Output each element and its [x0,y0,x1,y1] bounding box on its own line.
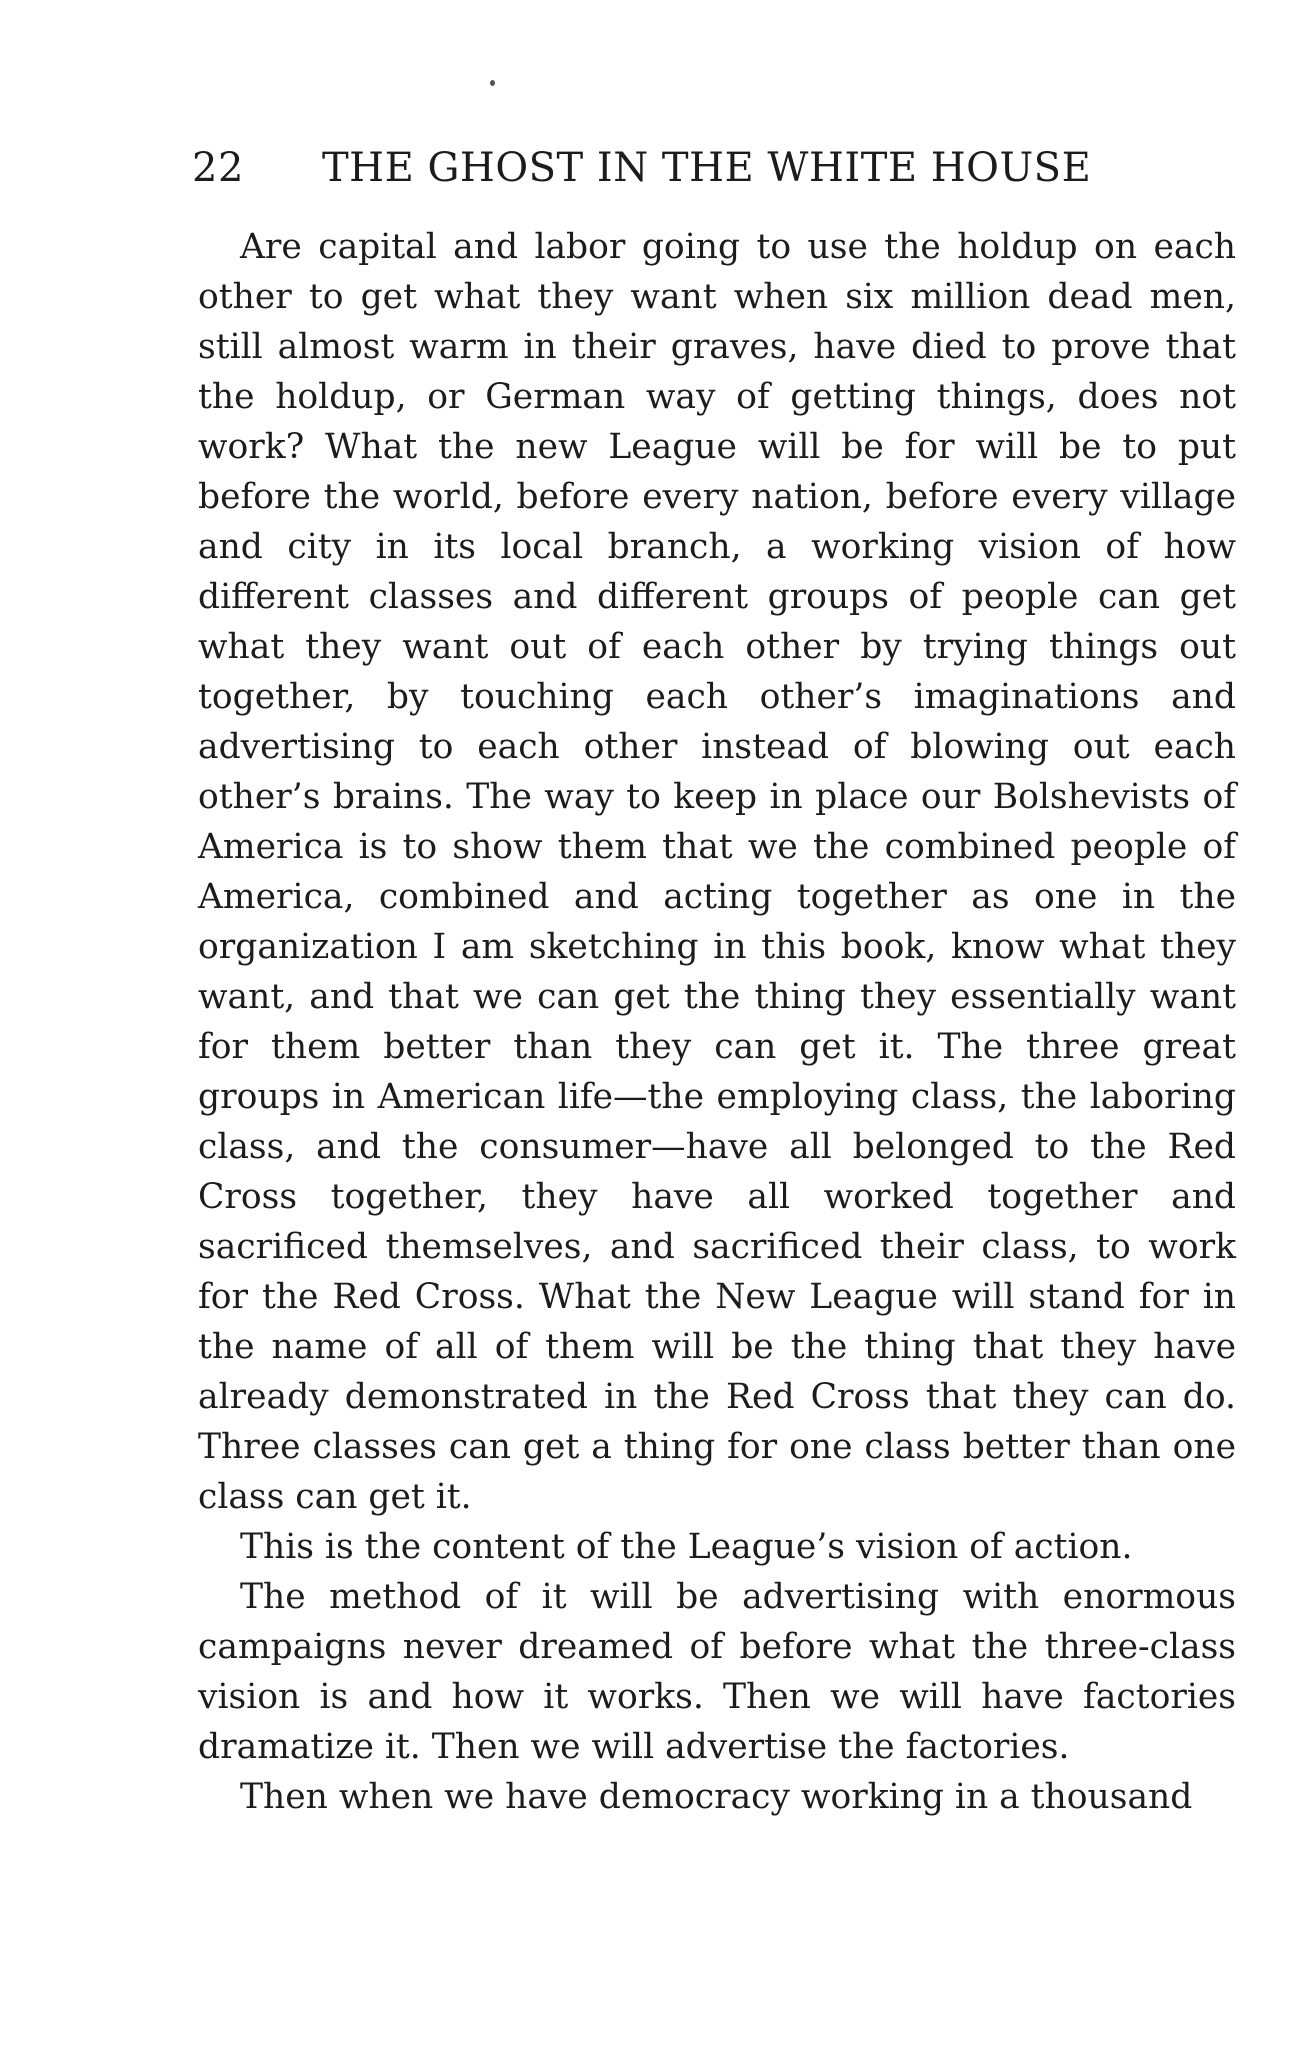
body-text [198,222,1236,1822]
paragraph: Are capital and labor going to use the holdup on each other to get what they want when six million dead men, still almost warm in their graves, have died to prove that the holdup, or German way of getting things, does not work? What the new League will be for will be to put before the world, before every nation, before every village and city in its local branch, a working vision of how different classes and different groups of people can get what they want out of each other by trying things out together, by touching each other’s imaginations and advertising to each other instead of blowing out each other’s brains. The way to keep in place our Bolshevists of America is to show them that we the combined people of America, combined and acting together as one in the organization I am sketching in this book, know what they want, and that we can get the thing they essentially want for them better than they can get it. The three great groups in American life—the employing class, the laboring class, and the consumer—have all belonged to the Red Cross together, they have all worked together and sacrificed themselves, and sacrificed their class, to work for the Red Cross. What the New League will stand for in the name of all of them will be the thing that they have already demonstrated in the Red Cross that they can do. Three classes can get a thing for one class better than one class can get it. [198,227,1236,1517]
page-number: 22 [192,145,244,191]
paragraph: The method of it will be advertising with enormous campaigns never dreamed of before what the three-class vision is and how it works. Then we will have factories dramatize it. Then we will advertise the factories. [198,1577,1236,1767]
paragraph: This is the content of the League’s vision of action. [240,1527,1133,1567]
paragraph: Then when we have democracy working in a thousand [240,1777,1193,1817]
page-header [192,138,1132,198]
running-title: THE GHOST IN THE WHITE HOUSE [322,145,1092,191]
ink-speck [490,80,495,86]
